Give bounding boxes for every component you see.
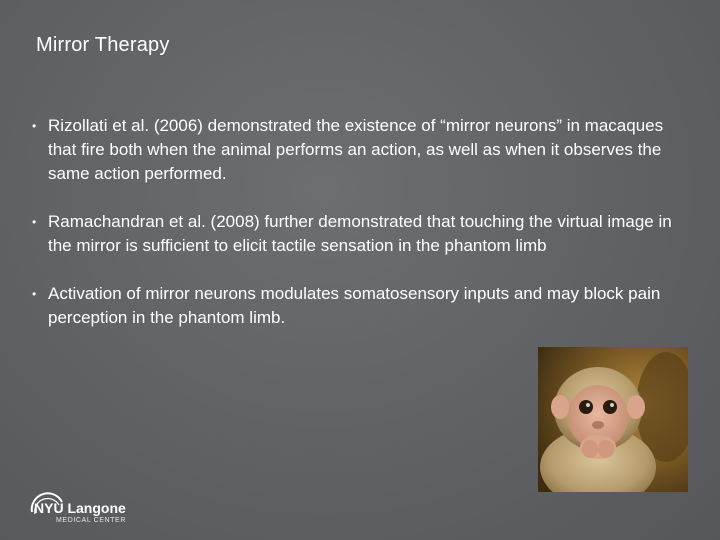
bullet-list	[30, 114, 692, 354]
monkey-photo	[538, 347, 688, 492]
bullet-text: Activation of mirror neurons modulates somatosensory inputs and may block pain perception in the phantom limb.	[48, 284, 661, 327]
bullet-dot: •	[32, 287, 37, 301]
bullet-dot: •	[32, 215, 37, 229]
logo-name: NYU Langone	[34, 500, 126, 516]
nyu-langone-logo	[28, 488, 158, 528]
logo-subtitle: MEDICAL CENTER	[56, 517, 126, 524]
slide-title: Mirror Therapy	[36, 34, 170, 56]
bullet-item	[30, 282, 692, 330]
monkey-illustration	[538, 347, 688, 492]
bullet-text: Rizollati et al. (2006) demonstrated the existence of “mirror neurons” in macaques that fire both when the animal performs an action, as well as when it observes the same action performed.	[48, 116, 664, 183]
bullet-dot: •	[32, 119, 37, 133]
bullet-item	[30, 114, 692, 186]
bullet-text: Ramachandran et al. (2008) further demonstrated that touching the virtual image in the mirror is sufficient to elicit tactile sensation in the phantom limb	[48, 212, 672, 255]
bullet-item	[30, 210, 692, 258]
